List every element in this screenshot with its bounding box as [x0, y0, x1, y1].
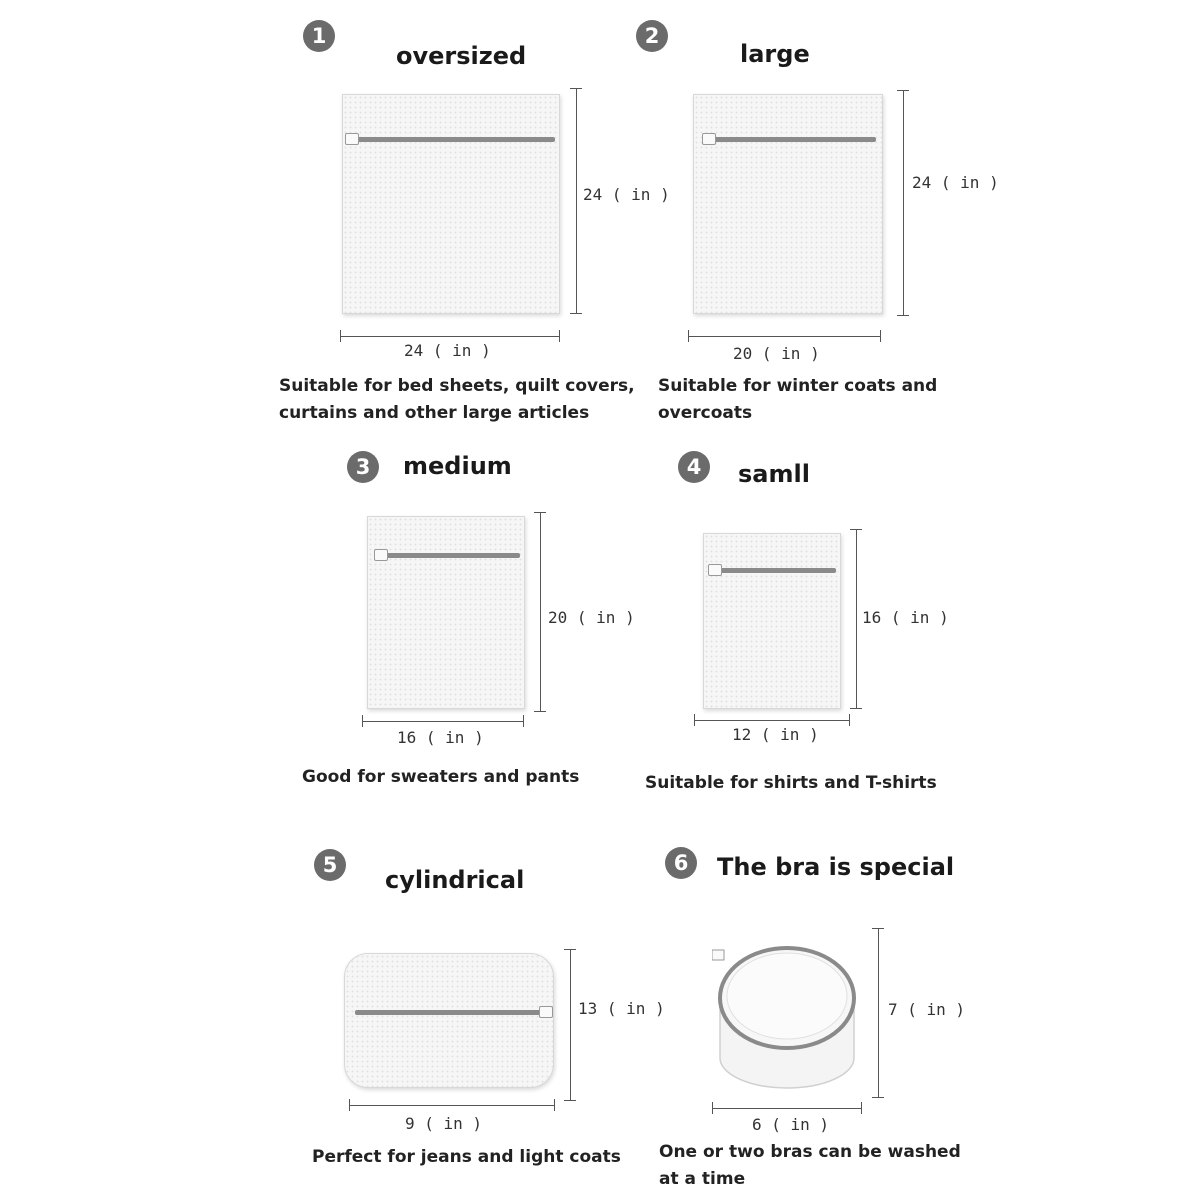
width-label: 24 ( in ) — [404, 341, 491, 360]
width-dimension-line — [688, 336, 881, 337]
height-tick-top — [534, 512, 546, 513]
item-description — [312, 1144, 632, 1171]
width-label: 6 ( in ) — [752, 1115, 830, 1134]
zipper — [716, 568, 836, 573]
zipper-pull — [374, 549, 388, 561]
width-tick-left — [694, 714, 695, 726]
zipper-pull — [539, 1006, 553, 1018]
width-tick-right — [861, 1102, 862, 1114]
height-tick-top — [897, 90, 909, 91]
mesh-bag-icon — [367, 516, 525, 709]
number-badge-6: 6 — [665, 847, 697, 879]
height-tick-bottom — [897, 315, 909, 316]
description-line: Suitable for winter coats and — [658, 376, 938, 396]
description-line: One or two bras can be washed — [659, 1142, 961, 1162]
zipper — [710, 137, 876, 142]
zipper — [349, 137, 555, 142]
height-tick-bottom — [872, 1097, 884, 1098]
width-dimension-line — [340, 336, 560, 337]
description-line: overcoats — [658, 403, 753, 423]
width-label: 16 ( in ) — [397, 728, 484, 747]
number-badge-3: 3 — [347, 451, 379, 483]
zipper — [380, 553, 520, 558]
width-label: 12 ( in ) — [732, 725, 819, 744]
width-dimension-line — [362, 721, 524, 722]
number-badge-4: 4 — [678, 451, 710, 483]
item-title-medium: medium — [403, 452, 512, 480]
width-tick-left — [688, 330, 689, 342]
mesh-bag-icon — [342, 94, 560, 314]
description-line: Suitable for bed sheets, quilt covers, — [279, 376, 635, 396]
width-tick-right — [554, 1099, 555, 1111]
description-line: curtains and other large articles — [279, 403, 590, 423]
width-tick-left — [362, 715, 363, 727]
zipper — [355, 1010, 541, 1015]
width-tick-left — [340, 330, 341, 342]
height-tick-top — [850, 529, 862, 530]
item-title-oversized: oversized — [396, 42, 527, 70]
width-tick-left — [712, 1102, 713, 1114]
height-tick-bottom — [564, 1100, 576, 1101]
height-tick-bottom — [534, 711, 546, 712]
height-dimension-line — [540, 512, 541, 712]
width-dimension-line — [349, 1105, 555, 1106]
description-line: Suitable for shirts and T-shirts — [645, 773, 937, 793]
item-description — [658, 373, 978, 427]
width-label: 20 ( in ) — [733, 344, 820, 363]
height-label: 13 ( in ) — [578, 999, 665, 1018]
description-line: at a time — [659, 1169, 746, 1189]
zipper-pull — [702, 133, 716, 145]
height-dimension-line — [570, 949, 571, 1101]
height-label: 7 ( in ) — [888, 1000, 966, 1019]
height-tick-top — [872, 928, 884, 929]
item-title-small: samll — [738, 460, 810, 488]
width-tick-right — [880, 330, 881, 342]
item-description — [279, 373, 639, 427]
height-label: 16 ( in ) — [862, 608, 949, 627]
cylindrical-bag-icon — [344, 953, 554, 1088]
number-badge-1: 1 — [303, 20, 335, 52]
height-tick-bottom — [850, 708, 862, 709]
height-dimension-line — [856, 529, 857, 709]
width-tick-right — [559, 330, 560, 342]
width-dimension-line — [694, 720, 850, 721]
height-label: 20 ( in ) — [548, 608, 635, 627]
number-badge-2: 2 — [636, 20, 668, 52]
height-dimension-line — [903, 90, 904, 316]
height-tick-top — [564, 949, 576, 950]
height-tick-bottom — [570, 313, 582, 314]
item-title-bra-bag: The bra is special — [717, 853, 955, 881]
bra-bag-icon — [712, 940, 862, 1092]
mesh-bag-icon — [693, 94, 883, 314]
item-description — [645, 770, 945, 797]
description-line: Perfect for jeans and light coats — [312, 1147, 621, 1167]
zipper-pull — [708, 564, 722, 576]
mesh-bag-icon — [703, 533, 841, 709]
item-description — [302, 764, 602, 791]
width-tick-left — [349, 1099, 350, 1111]
height-tick-top — [570, 88, 582, 89]
item-description — [659, 1139, 979, 1193]
width-tick-right — [523, 715, 524, 727]
description-line: Good for sweaters and pants — [302, 767, 580, 787]
width-tick-right — [849, 714, 850, 726]
item-title-cylindrical: cylindrical — [385, 866, 525, 894]
height-dimension-line — [576, 88, 577, 314]
height-label: 24 ( in ) — [583, 185, 670, 204]
width-dimension-line — [712, 1108, 862, 1109]
width-label: 9 ( in ) — [405, 1114, 483, 1133]
zipper-pull — [345, 133, 359, 145]
number-badge-5: 5 — [314, 849, 346, 881]
item-title-large: large — [740, 40, 810, 68]
height-dimension-line — [878, 928, 879, 1098]
height-label: 24 ( in ) — [912, 173, 999, 192]
